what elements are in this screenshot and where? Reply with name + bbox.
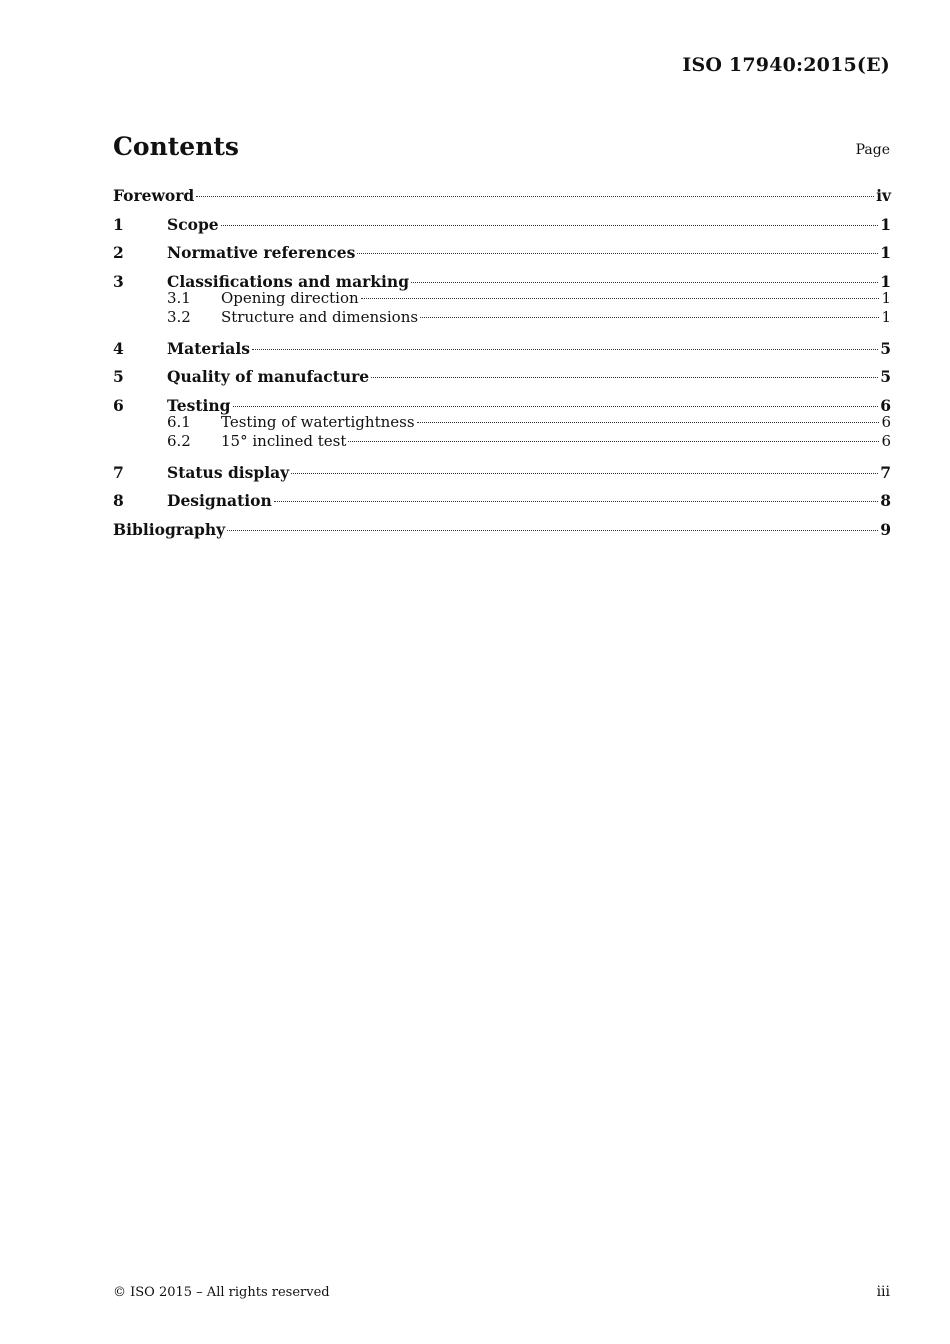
toc-entry-title: Foreword (113, 186, 195, 205)
toc-entry-number: 3.2 (167, 308, 191, 326)
toc-entry-number: 5 (113, 367, 124, 386)
dot-leader (357, 252, 878, 254)
dot-leader (274, 500, 878, 502)
toc-entry-page: 1 (880, 243, 891, 262)
toc-entry[interactable] (113, 270, 891, 289)
toc-entry-page: 5 (880, 338, 891, 358)
toc-entry-title: Testing (167, 395, 231, 415)
toc-entry-page: 8 (880, 491, 891, 510)
dot-leader (252, 348, 878, 350)
toc-entry[interactable] (113, 394, 891, 413)
dot-leader (196, 195, 874, 197)
toc-entry-number: 6 (113, 395, 124, 415)
toc-entry-title: Status display (167, 462, 290, 482)
dot-leader (411, 281, 878, 283)
toc-entry-title: Materials (167, 338, 250, 358)
toc-entry-page: 1 (881, 308, 891, 326)
page-column-label: Page (855, 142, 890, 158)
toc-entry-title: Scope (167, 214, 219, 234)
toc-entry-page: 1 (880, 214, 891, 234)
contents-heading: Contents (113, 132, 240, 161)
dot-leader (221, 224, 879, 226)
toc-entry-title: 15° inclined test (221, 432, 347, 450)
toc-subentry[interactable] (113, 308, 891, 337)
toc-entry[interactable] (113, 518, 891, 547)
toc-entry-title: Classifications and marking (167, 271, 410, 291)
toc-entry-title: Opening direction (221, 288, 359, 307)
toc-entry-number: 6.1 (167, 412, 191, 431)
toc-entry-number: 4 (113, 338, 124, 358)
toc-entry-number: 3 (113, 271, 124, 291)
toc-entry[interactable] (113, 365, 891, 394)
toc-entry-page: 6 (880, 395, 891, 415)
copyright-notice: © ISO 2015 – All rights reserved (113, 1285, 330, 1300)
dot-leader (420, 316, 879, 318)
toc-entry-page: 1 (881, 288, 891, 307)
toc-entry-number: 7 (113, 462, 124, 482)
toc-entry-number: 6.2 (167, 432, 191, 450)
document-id: ISO 17940:2015(E) (682, 54, 890, 76)
toc-entry-title: Normative references (167, 243, 356, 262)
page-number: iii (876, 1284, 890, 1300)
toc-entry-page: 1 (880, 271, 891, 291)
toc-entry-title: Structure and dimensions (221, 308, 419, 326)
toc-entry[interactable] (113, 184, 891, 213)
dot-leader (348, 440, 879, 442)
toc-entry[interactable] (113, 461, 891, 490)
dot-leader (417, 421, 880, 423)
toc-entry-page: 9 (880, 519, 891, 539)
dot-leader (361, 297, 880, 299)
toc-entry-page: 6 (881, 412, 891, 431)
toc-entry-number: 3.1 (167, 288, 191, 307)
toc-entry[interactable] (113, 213, 891, 242)
dot-leader (371, 376, 878, 378)
toc-entry-title: Quality of manufacture (167, 367, 370, 386)
toc-entry-page: 6 (881, 432, 891, 450)
toc-entry-title: Testing of watertightness (221, 412, 415, 431)
table-of-contents (113, 184, 891, 546)
dot-leader (291, 472, 878, 474)
toc-entry-title: Designation (167, 491, 272, 510)
toc-entry-number: 2 (113, 243, 124, 262)
toc-entry-page: iv (876, 186, 891, 205)
toc-entry-title: Bibliography (113, 519, 226, 539)
toc-entry-page: 5 (880, 367, 891, 386)
toc-subentry[interactable] (113, 432, 891, 461)
toc-entry[interactable] (113, 489, 891, 518)
toc-subentry[interactable] (113, 289, 891, 309)
toc-subentry[interactable] (113, 413, 891, 433)
toc-entry[interactable] (113, 337, 891, 366)
toc-entry-number: 1 (113, 214, 124, 234)
toc-entry-number: 8 (113, 491, 124, 510)
dot-leader (233, 405, 879, 407)
toc-entry[interactable] (113, 241, 891, 270)
dot-leader (227, 529, 878, 531)
toc-entry-page: 7 (880, 462, 891, 482)
